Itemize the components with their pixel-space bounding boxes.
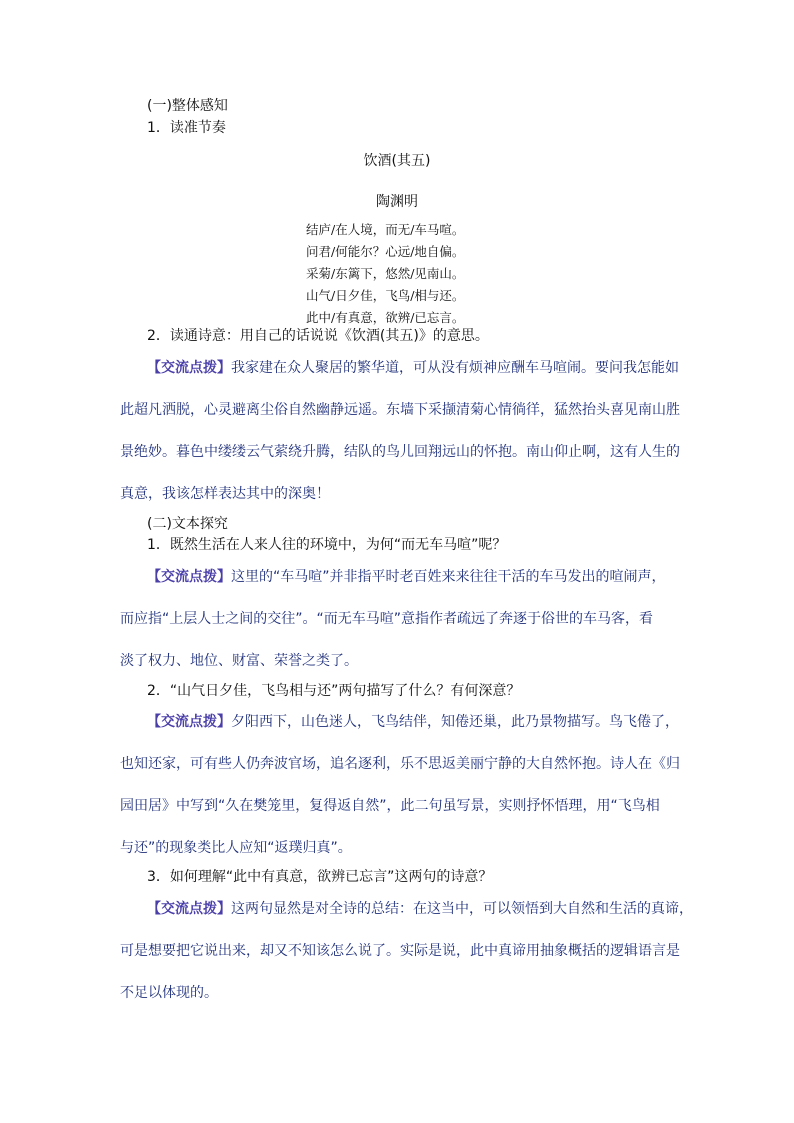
answer-line: 可是想要把它说出来，却又不知该怎么说了。实际是说，此中真谛用抽象概括的逻辑语言是 — [120, 943, 680, 959]
inquiry-question-1: 1．既然生活在人来人往的环境中，为何“而无车马喧”呢？ — [147, 537, 507, 553]
question-2-label: 2．读通诗意：用自己的话说说《饮酒(其五)》的意思。 — [147, 328, 489, 344]
answer-line: 与还”的现象类比人应知“返璞归真”。 — [120, 840, 352, 856]
answer-line: 不足以体现的。 — [120, 985, 218, 1001]
answer-line: 也知还家，可有些人仍奔波官场，追名逐利，乐不思返美丽宁静的大自然怀抱。诗人在《归 — [120, 756, 680, 772]
answer-text: 这里的“车马喧”并非指平时老百姓来来往往干活的车马发出的喧闹声， — [231, 569, 666, 585]
answer-text: 这两句显然是对全诗的总结：在这当中，可以领悟到大自然和生活的真谛， — [231, 901, 693, 917]
answer-tag: 【交流点拨】 — [147, 569, 231, 585]
answer-text: 夕阳西下，山色迷人，飞鸟结伴，知倦还巢，此乃景物描写。鸟飞倦了， — [231, 714, 679, 730]
answer-line — [147, 898, 693, 918]
answer-line — [147, 711, 679, 731]
answer-line: 景绝妙。暮色中缕缕云气萦绕升腾，结队的鸟儿回翔远山的怀抱。南山仰止啊，这有人生的 — [120, 444, 680, 460]
poem-line: 采菊/东篱下，悠然/见南山。 — [306, 266, 465, 281]
answer-text: 我家建在众人聚居的繁华道，可从没有烦神应酬车马喧闹。要问我怎能如 — [231, 360, 679, 376]
poem-line: 此中/有真意，欲辨/已忘言。 — [306, 310, 465, 325]
answer-line — [147, 566, 666, 586]
poem-title: 饮酒(其五) — [363, 153, 431, 169]
inquiry-question-3: 3．如何理解“此中有真意，欲辨已忘言”这两句的诗意？ — [147, 869, 493, 885]
answer-tag: 【交流点拨】 — [147, 714, 231, 730]
poem-author: 陶渊明 — [376, 194, 418, 210]
answer-line: 园田居》中写到“久在樊笼里，复得返自然”，此二句虽写景，实则抒怀悟理，用“飞鸟相 — [120, 798, 660, 814]
answer-tag: 【交流点拨】 — [147, 901, 231, 917]
answer-tag: 【交流点拨】 — [147, 360, 231, 376]
poem-line: 结庐/在人境，而无/车马喧。 — [306, 222, 465, 237]
answer-line: 而应指“上层人士之间的交往”。“而无车马喧”意指作者疏远了奔逐于俗世的车马客，看 — [120, 611, 654, 627]
poem-line: 山气/日夕佳，飞鸟/相与还。 — [306, 288, 465, 303]
answer-line: 淡了权力、地位、财富、荣誉之类了。 — [120, 653, 358, 669]
question-1-label: 1．读准节奏 — [147, 120, 226, 136]
section-heading-overall: (一)整体感知 — [147, 98, 228, 114]
answer-line — [147, 357, 679, 377]
inquiry-question-2: 2．“山气日夕佳，飞鸟相与还”两句描写了什么？有何深意？ — [147, 683, 521, 699]
answer-line: 此超凡洒脱，心灵避离尘俗自然幽静远遥。东墙下采撷清菊心情徜徉，猛然抬头喜见南山胜 — [120, 402, 680, 418]
poem-line: 问君/何能尔？心远/地自偏。 — [306, 244, 465, 259]
answer-line: 真意，我该怎样表达其中的深奥！ — [120, 486, 330, 502]
section-heading-text-inquiry: (二)文本探究 — [147, 516, 228, 532]
